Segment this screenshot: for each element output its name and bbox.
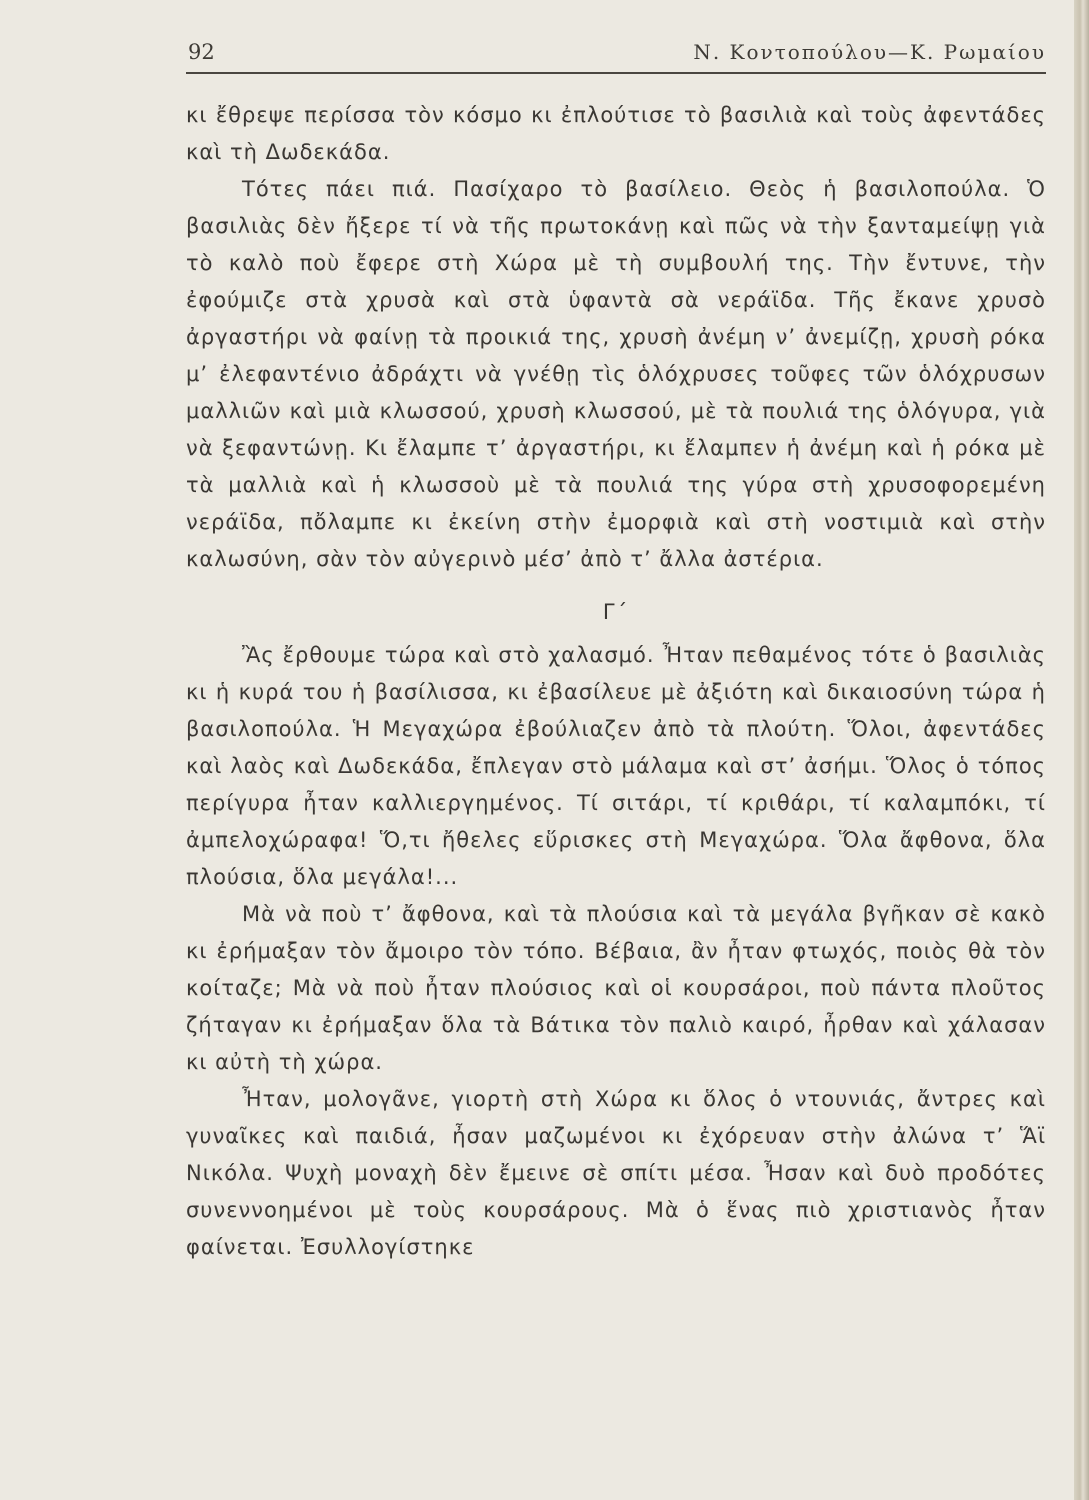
paragraph-continued: κι ἔθρεψε περίσσα τὸν κόσμο κι ἐπλούτισε τὸ βασιλιὰ καὶ τοὺς ἀφεντάδες καὶ τὴ Δωδεκάδα. — [186, 103, 1046, 164]
page-header — [186, 38, 1046, 74]
page-edge — [1074, 0, 1089, 1500]
running-head: Ν. Κοντοπούλου—Κ. Ρωμαίου — [693, 40, 1046, 64]
paragraph-itan-mologane: Ἦταν, μολογᾶνε, γιορτὴ στὴ Χώρα κι ὅλος ὁ ντουνιάς, ἄντρες καὶ γυναῖκες καὶ παιδιά, ἦσαν μαζωμένοι κι ἐχόρευαν στὴν ἀλώνα τ’ Ἅϊ Νικόλα. Ψυχὴ μοναχὴ δὲν ἔμεινε σὲ σπίτι μέσα. Ἦσαν καὶ δυὸ προδότες συνεννοημένοι μὲ τοὺς κουρσάρους. Μὰ ὁ ἕνας πιὸ χριστιανὸς ἦταν φαίνεται. Ἐσυλλογίστηκε — [186, 1087, 1046, 1259]
body-text — [186, 97, 1046, 1266]
paragraph-as-erthoume: Ἂς ἔρθουμε τώρα καὶ στὸ χαλασμό. Ἦταν πεθαμένος τότε ὁ βασιλιὰς κι ἡ κυρά του ἡ βασίλισσα, κι ἐβασίλευε μὲ ἀξιότη καὶ δικαιοσύνη τώρα ἡ βασιλοπούλα. Ἡ Μεγαχώρα ἐβούλιαζεν ἀπὸ τὰ πλούτη. Ὅλοι, ἀφεντάδες καὶ λαὸς καὶ Δωδεκάδα, ἔπλεγαν στὸ μάλαμα καὶ στ’ ἀσήμι. Ὅλος ὁ τόπος περίγυρα ἦταν καλλιεργημένος. Τί σιτάρι, τί κριθάρι, τί καλαμπόκι, τί ἀμπελοχώραφα! Ὅ,τι ἤθελες εὕρισκες στὴ Μεγαχώρα. Ὅλα ἄφθονα, ὅλα πλούσια, ὅλα μεγάλα!... — [186, 643, 1046, 889]
page-number: 92 — [188, 40, 215, 64]
section-marker: Γ΄ — [602, 600, 630, 624]
paragraph-ma-na-pou: Μὰ νὰ ποὺ τ’ ἄφθονα, καὶ τὰ πλούσια καὶ τὰ μεγάλα βγῆκαν σὲ κακὸ κι ἐρήμαξαν τὸν ἄμοιρο τὸν τόπο. Βέβαια, ἂν ἦταν φτωχός, ποιὸς θὰ τὸν κοίταζε; Μὰ νὰ ποὺ ἦταν πλούσιος καὶ οἱ κουρσάροι, ποὺ πάντα πλοῦτος ζήταγαν κι ἐρήμαξαν ὅλα τὰ Βάτικα τὸν παλιὸ καιρό, ἦρθαν καὶ χάλασαν κι αὐτὴ τὴ χώρα. — [186, 902, 1046, 1074]
paragraph-tote: Τότες πάει πιά. Πασίχαρο τὸ βασίλειο. Θεὸς ἡ βασιλοπούλα. Ὁ βασιλιὰς δὲν ἤξερε τί νὰ τῆς πρωτοκάνῃ καὶ πῶς νὰ τὴν ξανταμείψῃ γιὰ τὸ καλὸ ποὺ ἔφερε στὴ Χώρα μὲ τὴ συμβουλή της. Τὴν ἔντυνε, τὴν ἐφούμιζε στὰ χρυσὰ καὶ στὰ ὑφαντὰ σὰ νεράϊδα. Τῆς ἔκανε χρυσὸ ἀργαστήρι νὰ φαίνῃ τὰ προικιά της, χρυσὴ ἀνέμη ν’ ἀνεμίζῃ, χρυσὴ ρόκα μ’ ἐλεφαντένιο ἀδράχτι νὰ γνέθῃ τὶς ὁλόχρυσες τοῦφες τῶν ὁλόχρυσων μαλλιῶν καὶ μιὰ κλωσσού, χρυσὴ κλωσσού, μὲ τὰ πουλιά της ὁλόγυρα, γιὰ νὰ ξεφαντώνῃ. Κι ἔλαμπε τ’ ἀργαστήρι, κι ἔλαμπεν ἡ ἀνέμη καὶ ἡ ρόκα μὲ τὰ μαλλιὰ καὶ ἡ κλωσσοὺ μὲ τὰ πουλιά της γύρα στὴ χρυσοφορεμένη νεράϊδα, πὄλαμπε κι ἐκείνη στὴν ἐμορφιὰ καὶ στὴ νοστιμιὰ καὶ στὴν καλωσύνη, σὰν τὸν αὐγερινὸ μέσ’ ἀπὸ τ’ ἄλλα ἀστέρια. — [186, 177, 1046, 571]
